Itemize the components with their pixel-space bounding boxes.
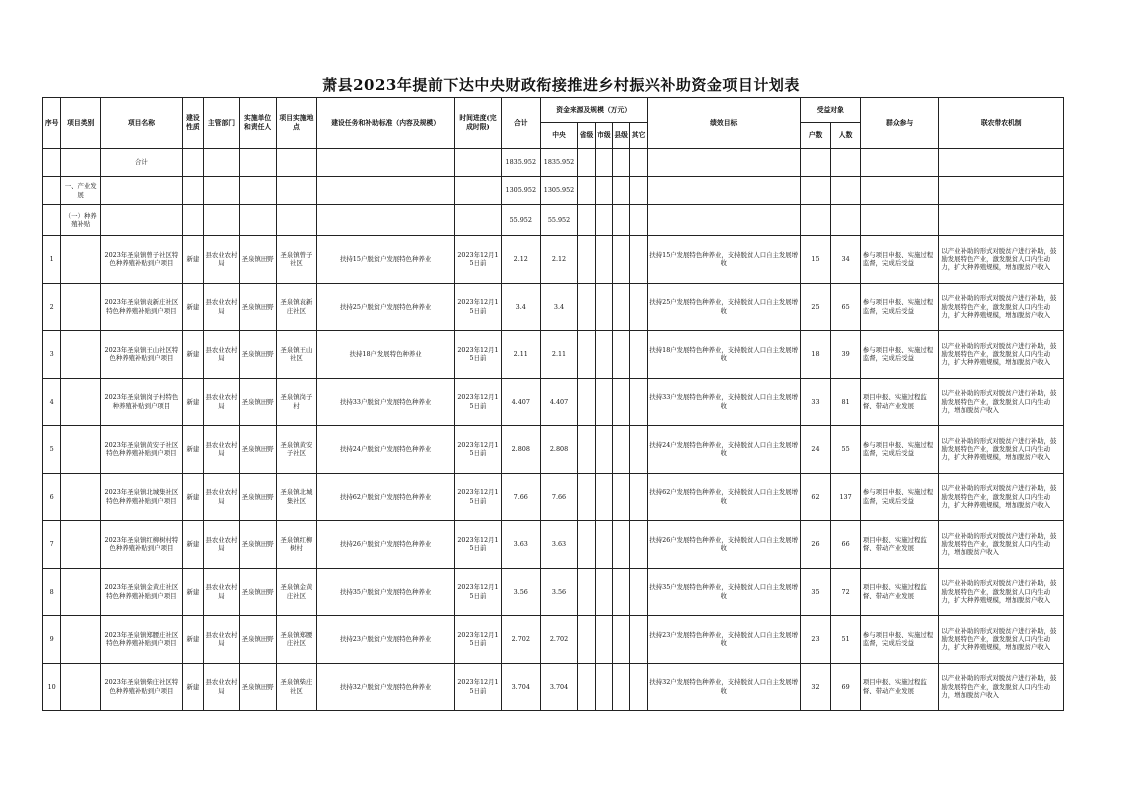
schedule-cell: 2023年12月15日前	[454, 663, 501, 711]
city-cell	[595, 426, 612, 474]
header-funds: 资金来源及规模（万元）	[540, 98, 647, 123]
mechanism-cell: 以产业补助的形式对脱贫户进行补助，鼓励发展特色产业，激发脱贫人口内生动力，扩大种养殖规模，增加脱贫户收入	[939, 473, 1064, 521]
seq-cell: 9	[43, 616, 61, 664]
dept-cell: 县农业农村局	[204, 521, 240, 569]
table-row	[43, 378, 1064, 426]
county-cell	[613, 663, 630, 711]
prov-cell	[578, 616, 595, 664]
category-cell	[61, 283, 101, 331]
mechanism-cell: 以产业补助的形式对脱贫户进行补助，鼓励发展特色产业，激发脱贫人口内生动力，增加脱贫户收入	[939, 521, 1064, 569]
header-row	[43, 98, 1064, 123]
header-location: 项目实施地点	[276, 98, 317, 149]
county-cell	[613, 236, 630, 284]
mechanism-cell: 以产业补助的形式对脱贫户进行补助，鼓励发展特色产业，激发脱贫人口内生动力，增加脱贫户收入	[939, 378, 1064, 426]
prov-cell	[578, 521, 595, 569]
task-cell: 扶持15户脱贫户发展特色种养业	[317, 236, 455, 284]
name-cell: 2023年圣泉镇黄安子社区特色种养殖补贴到户项目	[101, 426, 183, 474]
total-cell: 3.704	[501, 663, 540, 711]
impl-cell: 圣泉镇田野	[239, 283, 276, 331]
other-cell	[630, 663, 647, 711]
people-cell: 34	[831, 236, 861, 284]
total-cell: 3.4	[501, 283, 540, 331]
city-cell	[595, 473, 612, 521]
header-total: 合计	[501, 98, 540, 149]
goal-cell: 扶持35户发展特色种养业，支持脱贫人口自主发展增收	[647, 568, 800, 616]
seq-cell: 10	[43, 663, 61, 711]
dept-cell: 县农业农村局	[204, 378, 240, 426]
total-cell: 3.56	[501, 568, 540, 616]
dept-cell: 县农业农村局	[204, 331, 240, 379]
header-central: 中央	[540, 123, 578, 149]
nature-cell: 新建	[182, 283, 203, 331]
total-cell: 7.66	[501, 473, 540, 521]
people-cell: 39	[831, 331, 861, 379]
total-cell: 3.63	[501, 521, 540, 569]
other-cell	[630, 236, 647, 284]
other-cell	[630, 473, 647, 521]
nature-cell: 新建	[182, 568, 203, 616]
project-plan-table	[42, 97, 1064, 711]
table-row	[43, 236, 1064, 284]
seq-cell: 5	[43, 426, 61, 474]
county-cell	[613, 331, 630, 379]
impl-cell: 圣泉镇田野	[239, 426, 276, 474]
participation-cell: 项目申报、实施过程监督、带动产业发展	[860, 663, 939, 711]
people-cell: 55	[831, 426, 861, 474]
other-cell	[630, 568, 647, 616]
goal-cell: 扶持23户发展特色种养业，支持脱贫人口自主发展增收	[647, 616, 800, 664]
central-cell: 3.63	[540, 521, 578, 569]
dept-cell: 县农业农村局	[204, 473, 240, 521]
name-cell: 2023年圣泉镇郑腰庄社区特色种养殖补贴到户项目	[101, 616, 183, 664]
people-cell: 69	[831, 663, 861, 711]
dept-cell: 县农业农村局	[204, 616, 240, 664]
central-cell: 2.12	[540, 236, 578, 284]
header-participation: 群众参与	[860, 98, 939, 149]
task-cell: 扶持32户脱贫户发展特色种养业	[317, 663, 455, 711]
dept-cell: 县农业农村局	[204, 236, 240, 284]
seq-cell: 6	[43, 473, 61, 521]
total-cell: 2.808	[501, 426, 540, 474]
name-cell: 2023年圣泉镇北城集社区特色种养殖补贴到户项目	[101, 473, 183, 521]
mechanism-cell: 以产业补助的形式对脱贫户进行补助，鼓励发展特色产业，激发脱贫人口内生动力，扩大种养殖规模，增加脱贫户收入	[939, 616, 1064, 664]
category-cell	[61, 616, 101, 664]
county-cell	[613, 473, 630, 521]
nature-cell: 新建	[182, 378, 203, 426]
goal-cell: 扶持62户发展特色种养业，支持脱贫人口自主发展增收	[647, 473, 800, 521]
goal-cell: 扶持33户发展特色种养业，支持脱贫人口自主发展增收	[647, 378, 800, 426]
participation-cell: 参与项目申报、实施过程监督，完成后受益	[860, 331, 939, 379]
header-schedule: 时间进度(完成时限)	[454, 98, 501, 149]
county-cell	[613, 283, 630, 331]
location-cell: 圣泉镇岗子村	[276, 378, 317, 426]
total-label: 合计	[101, 149, 183, 177]
schedule-cell: 2023年12月15日前	[454, 236, 501, 284]
table-row	[43, 426, 1064, 474]
seq-cell: 2	[43, 283, 61, 331]
name-cell: 2023年圣泉镇王山社区特色种养殖补贴到户项目	[101, 331, 183, 379]
category-cell	[61, 663, 101, 711]
header-households: 户数	[800, 123, 831, 149]
location-cell: 圣泉镇红柳树村	[276, 521, 317, 569]
category-cell	[61, 378, 101, 426]
total-cell: 2.702	[501, 616, 540, 664]
goal-cell: 扶持18户发展特色种养业，支持脱贫人口自主发展增收	[647, 331, 800, 379]
category-label: 一、产业发展	[61, 177, 101, 205]
seq-cell: 7	[43, 521, 61, 569]
county-cell	[613, 521, 630, 569]
table-row	[43, 568, 1064, 616]
mechanism-cell: 以产业补助的形式对脱贫户进行补助，鼓励发展特色产业，激发脱贫人口内生动力，扩大种养殖规模，增加脱贫户收入	[939, 331, 1064, 379]
header-name: 项目名称	[101, 98, 183, 149]
impl-cell: 圣泉镇田野	[239, 331, 276, 379]
total-cell: 2.12	[501, 236, 540, 284]
header-category: 项目类别	[61, 98, 101, 149]
people-cell: 66	[831, 521, 861, 569]
name-cell: 2023年圣泉镇袁新庄社区特色种养殖补贴到户项目	[101, 283, 183, 331]
task-cell: 扶持18户发展特色种养业	[317, 331, 455, 379]
nature-cell: 新建	[182, 521, 203, 569]
schedule-cell: 2023年12月15日前	[454, 568, 501, 616]
goal-cell: 扶持26户发展特色种养业，支持脱贫人口自主发展增收	[647, 521, 800, 569]
subcategory-row	[43, 205, 1064, 236]
nature-cell: 新建	[182, 331, 203, 379]
impl-cell: 圣泉镇田野	[239, 473, 276, 521]
seq-cell: 8	[43, 568, 61, 616]
households-cell: 62	[800, 473, 831, 521]
mechanism-cell: 以产业补助的形式对脱贫户进行补助，鼓励发展特色产业，激发脱贫人口内生动力，扩大种养殖规模，增加脱贫户收入	[939, 426, 1064, 474]
total-cell: 2.11	[501, 331, 540, 379]
header-goal: 绩效目标	[647, 98, 800, 149]
central-cell: 3.4	[540, 283, 578, 331]
task-cell: 扶持25户脱贫户发展特色种养业	[317, 283, 455, 331]
households-cell: 26	[800, 521, 831, 569]
seq-cell: 1	[43, 236, 61, 284]
impl-cell: 圣泉镇田野	[239, 568, 276, 616]
header-prov: 省级	[578, 123, 595, 149]
name-cell: 2023年圣泉镇金黄庄社区特色种养殖补贴到户项目	[101, 568, 183, 616]
subcategory-label: （一）种养殖补贴	[61, 205, 101, 236]
mechanism-cell: 以产业补助的形式对脱贫户进行补助，鼓励发展特色产业，激发脱贫人口内生动力，扩大种养殖规模，增加脱贫户收入	[939, 236, 1064, 284]
dept-cell: 县农业农村局	[204, 426, 240, 474]
households-cell: 33	[800, 378, 831, 426]
location-cell: 圣泉镇王山社区	[276, 331, 317, 379]
task-cell: 扶持24户脱贫户发展特色种养业	[317, 426, 455, 474]
city-cell	[595, 616, 612, 664]
location-cell: 圣泉镇柴庄社区	[276, 663, 317, 711]
people-cell: 137	[831, 473, 861, 521]
prov-cell	[578, 568, 595, 616]
nature-cell: 新建	[182, 473, 203, 521]
people-cell: 65	[831, 283, 861, 331]
nature-cell: 新建	[182, 426, 203, 474]
nature-cell: 新建	[182, 663, 203, 711]
category-cell	[61, 568, 101, 616]
county-cell	[613, 426, 630, 474]
prov-cell	[578, 378, 595, 426]
county-cell	[613, 616, 630, 664]
mechanism-cell: 以产业补助的形式对脱贫户进行补助，鼓励发展特色产业，激发脱贫人口内生动力，扩大种养殖规模，增加脱贫户收入	[939, 568, 1064, 616]
city-cell	[595, 378, 612, 426]
prov-cell	[578, 236, 595, 284]
households-cell: 32	[800, 663, 831, 711]
category-cell	[61, 521, 101, 569]
city-cell	[595, 663, 612, 711]
name-cell: 2023年圣泉镇柴庄社区特色种养殖补贴到户项目	[101, 663, 183, 711]
schedule-cell: 2023年12月15日前	[454, 331, 501, 379]
mechanism-cell: 以产业补助的形式对脱贫户进行补助，鼓励发展特色产业，激发脱贫人口内生动力，增加脱贫户收入	[939, 663, 1064, 711]
other-cell	[630, 283, 647, 331]
header-impl: 实施单位和责任人	[239, 98, 276, 149]
nature-cell: 新建	[182, 236, 203, 284]
location-cell: 圣泉镇黄安子社区	[276, 426, 317, 474]
other-cell	[630, 521, 647, 569]
nature-cell: 新建	[182, 616, 203, 664]
schedule-cell: 2023年12月15日前	[454, 283, 501, 331]
participation-cell: 项目申报、实施过程监督、带动产业发展	[860, 521, 939, 569]
impl-cell: 圣泉镇田野	[239, 663, 276, 711]
other-cell	[630, 331, 647, 379]
header-county: 县级	[613, 123, 630, 149]
dept-cell: 县农业农村局	[204, 568, 240, 616]
schedule-cell: 2023年12月15日前	[454, 473, 501, 521]
goal-cell: 扶持24户发展特色种养业，支持脱贫人口自主发展增收	[647, 426, 800, 474]
participation-cell: 参与项目申报、实施过程监督，完成后受益	[860, 236, 939, 284]
prov-cell	[578, 473, 595, 521]
households-cell: 24	[800, 426, 831, 474]
households-cell: 18	[800, 331, 831, 379]
goal-cell: 扶持32户发展特色种养业，支持脱贫人口自主发展增收	[647, 663, 800, 711]
name-cell: 2023年圣泉镇曾子社区特色种养殖补贴到户项目	[101, 236, 183, 284]
total-cell: 4.407	[501, 378, 540, 426]
table-row	[43, 473, 1064, 521]
seq-cell: 4	[43, 378, 61, 426]
schedule-cell: 2023年12月15日前	[454, 378, 501, 426]
impl-cell: 圣泉镇田野	[239, 236, 276, 284]
goal-cell: 扶持15户发展特色种养业，支持脱贫人口自主发展增收	[647, 236, 800, 284]
central-cell: 3.704	[540, 663, 578, 711]
table-row	[43, 616, 1064, 664]
central-cell: 7.66	[540, 473, 578, 521]
city-cell	[595, 283, 612, 331]
category-row	[43, 177, 1064, 205]
schedule-cell: 2023年12月15日前	[454, 426, 501, 474]
city-cell	[595, 236, 612, 284]
task-cell: 扶持62户脱贫户发展特色种养业	[317, 473, 455, 521]
category-cell	[61, 473, 101, 521]
header-task: 建设任务和补助标准（内容及规模）	[317, 98, 455, 149]
header-beneficiary: 受益对象	[800, 98, 860, 123]
location-cell: 圣泉镇曾子社区	[276, 236, 317, 284]
total-central: 1835.952	[540, 149, 578, 177]
location-cell: 圣泉镇北城集社区	[276, 473, 317, 521]
impl-cell: 圣泉镇田野	[239, 521, 276, 569]
header-nature: 建设性质	[182, 98, 203, 149]
category-total: 1305.952	[501, 177, 540, 205]
header-dept: 主管部门	[204, 98, 240, 149]
central-cell: 4.407	[540, 378, 578, 426]
task-cell: 扶持26户脱贫户发展特色种养业	[317, 521, 455, 569]
people-cell: 72	[831, 568, 861, 616]
central-cell: 3.56	[540, 568, 578, 616]
dept-cell: 县农业农村局	[204, 663, 240, 711]
participation-cell: 项目申报、实施过程监督、带动产业发展	[860, 378, 939, 426]
impl-cell: 圣泉镇田野	[239, 378, 276, 426]
subcategory-central: 55.952	[540, 205, 578, 236]
other-cell	[630, 426, 647, 474]
table-row	[43, 283, 1064, 331]
central-cell: 2.808	[540, 426, 578, 474]
prov-cell	[578, 283, 595, 331]
goal-cell: 扶持25户发展特色种养业，支持脱贫人口自主发展增收	[647, 283, 800, 331]
households-cell: 15	[800, 236, 831, 284]
task-cell: 扶持23户脱贫户发展特色种养业	[317, 616, 455, 664]
table-row	[43, 521, 1064, 569]
header-other: 其它	[630, 123, 647, 149]
table-row	[43, 663, 1064, 711]
participation-cell: 参与项目申报、实施过程监督，完成后受益	[860, 473, 939, 521]
people-cell: 81	[831, 378, 861, 426]
households-cell: 25	[800, 283, 831, 331]
header-seq: 序号	[43, 98, 61, 149]
participation-cell: 参与项目申报、实施过程监督，完成后受益	[860, 616, 939, 664]
page-title: 萧县2023年提前下达中央财政衔接推进乡村振兴补助资金项目计划表	[322, 76, 800, 94]
county-cell	[613, 568, 630, 616]
dept-cell: 县农业农村局	[204, 283, 240, 331]
prov-cell	[578, 663, 595, 711]
table-row	[43, 331, 1064, 379]
total-amount: 1835.952	[501, 149, 540, 177]
header-people: 人数	[831, 123, 861, 149]
category-cell	[61, 426, 101, 474]
name-cell: 2023年圣泉镇岗子村特色种养殖补贴到户项目	[101, 378, 183, 426]
category-central: 1305.952	[540, 177, 578, 205]
task-cell: 扶持35户脱贫户发展特色种养业	[317, 568, 455, 616]
county-cell	[613, 378, 630, 426]
location-cell: 圣泉镇郑腰庄社区	[276, 616, 317, 664]
city-cell	[595, 568, 612, 616]
impl-cell: 圣泉镇田野	[239, 616, 276, 664]
schedule-cell: 2023年12月15日前	[454, 616, 501, 664]
category-cell	[61, 236, 101, 284]
other-cell	[630, 616, 647, 664]
name-cell: 2023年圣泉镇红柳树村特色种养殖补贴到户项目	[101, 521, 183, 569]
households-cell: 35	[800, 568, 831, 616]
participation-cell: 参与项目申报、实施过程监督，完成后受益	[860, 426, 939, 474]
prov-cell	[578, 426, 595, 474]
category-cell	[61, 331, 101, 379]
participation-cell: 项目申报、实施过程监督、带动产业发展	[860, 568, 939, 616]
seq-cell: 3	[43, 331, 61, 379]
central-cell: 2.702	[540, 616, 578, 664]
schedule-cell: 2023年12月15日前	[454, 521, 501, 569]
central-cell: 2.11	[540, 331, 578, 379]
location-cell: 圣泉镇袁新庄社区	[276, 283, 317, 331]
total-row	[43, 149, 1064, 177]
location-cell: 圣泉镇金黄庄社区	[276, 568, 317, 616]
task-cell: 扶持33户脱贫户发展特色种养业	[317, 378, 455, 426]
subcategory-total: 55.952	[501, 205, 540, 236]
participation-cell: 参与项目申报、实施过程监督，完成后受益	[860, 283, 939, 331]
prov-cell	[578, 331, 595, 379]
households-cell: 23	[800, 616, 831, 664]
city-cell	[595, 521, 612, 569]
city-cell	[595, 331, 612, 379]
mechanism-cell: 以产业补助的形式对脱贫户进行补助，鼓励发展特色产业，激发脱贫人口内生动力，扩大种养殖规模，增加脱贫户收入	[939, 283, 1064, 331]
people-cell: 51	[831, 616, 861, 664]
other-cell	[630, 378, 647, 426]
header-city: 市级	[595, 123, 612, 149]
header-mechanism: 联农带农机制	[939, 98, 1064, 149]
